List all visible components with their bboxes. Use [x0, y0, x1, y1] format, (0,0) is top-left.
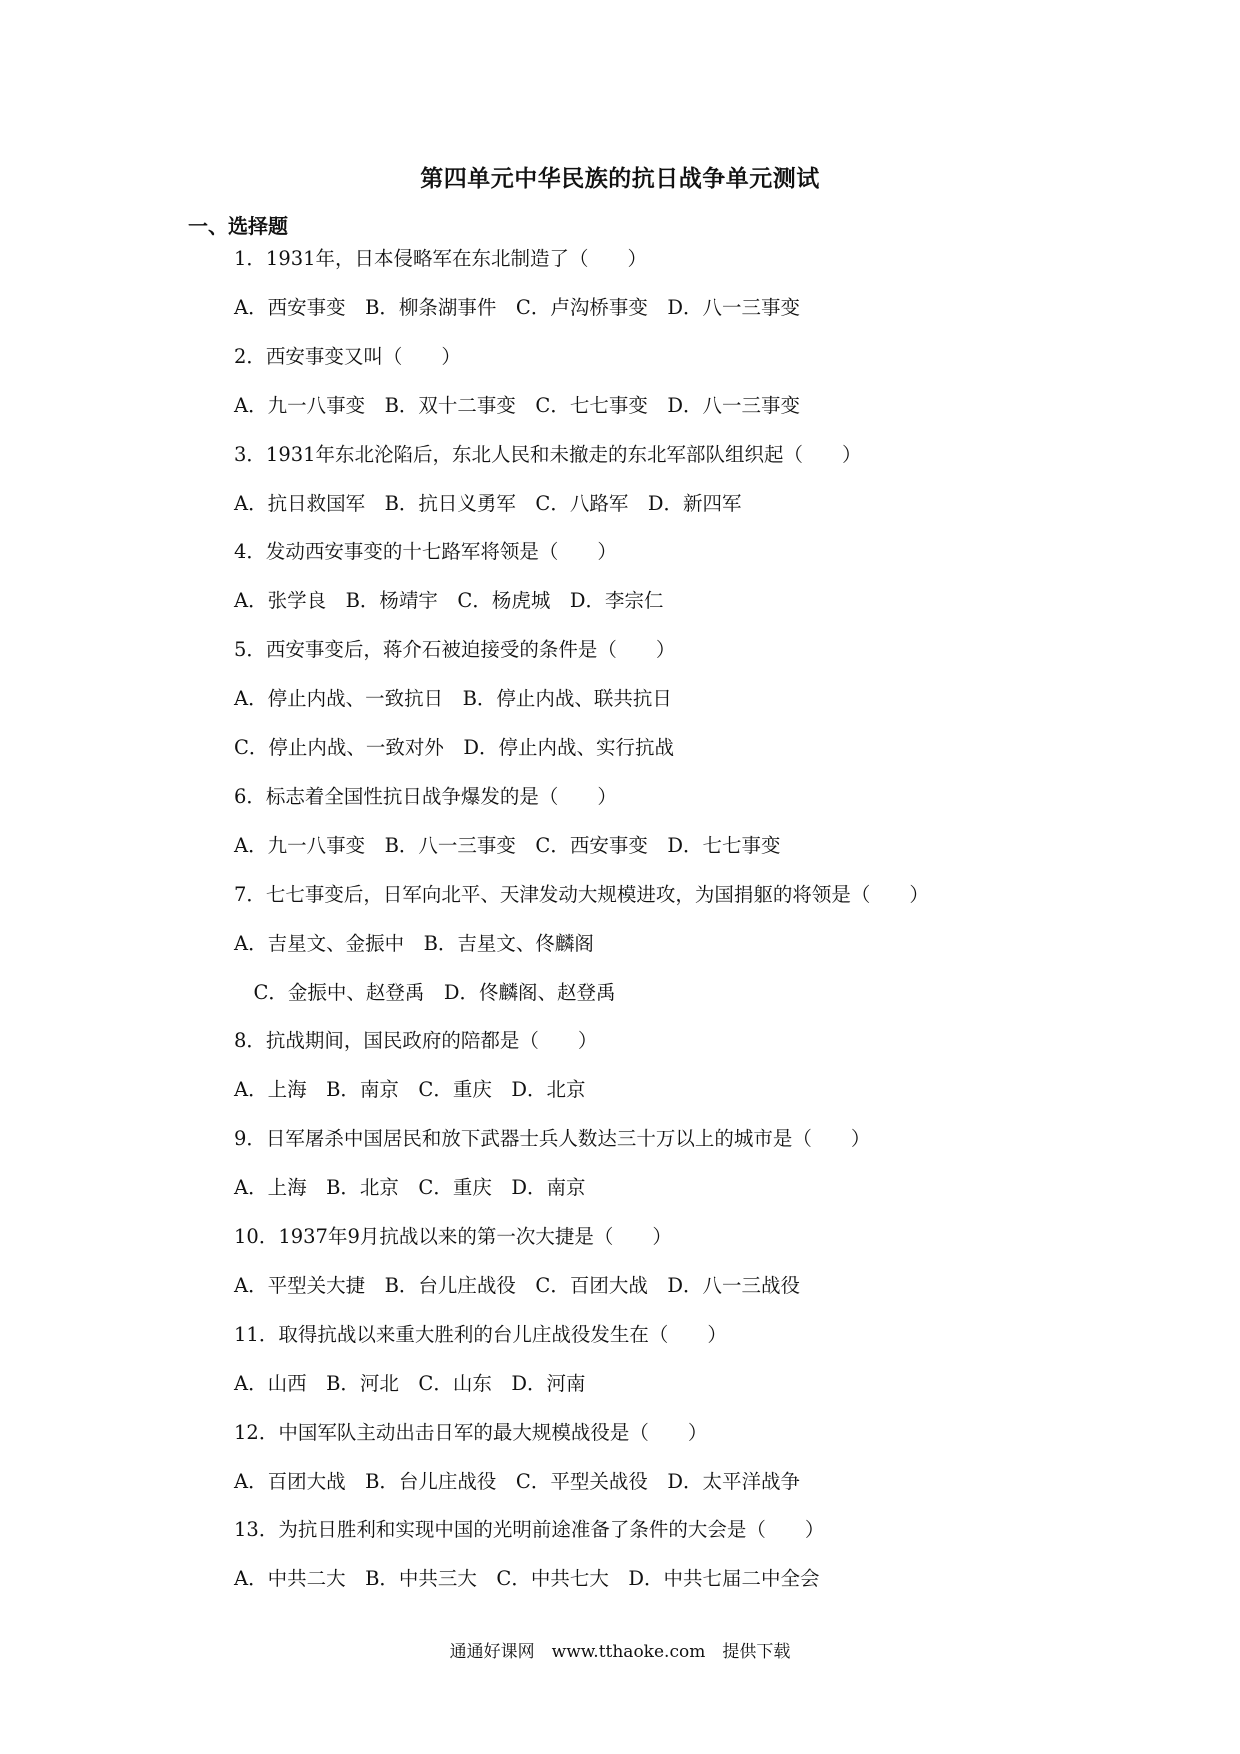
question-text: 3．1931年东北沦陷后，东北人民和未撤走的东北军部队组织起（ ）	[234, 442, 862, 466]
question-text: 13．为抗日胜利和实现中国的光明前途准备了条件的大会是（ ）	[234, 1518, 825, 1542]
question-text: 12．中国军队主动出击日军的最大规模战役是（ ）	[234, 1420, 708, 1444]
answer-options: A．九一八事变 B．八一三事变 C．西安事变 D．七七事变	[234, 833, 781, 857]
answer-options: A．上海 B．北京 C．重庆 D．南京	[234, 1176, 586, 1200]
page-title: 第四单元中华民族的抗日战争单元测试	[420, 166, 820, 192]
page-footer: 通通好课网 www.tthaoke.com 提供下载	[449, 1642, 791, 1662]
section-heading: 一、选择题	[188, 214, 288, 238]
question-text: 1．1931年，日本侵略军在东北制造了（ ）	[234, 247, 648, 270]
answer-options: A．中共二大 B．中共三大 C．中共七大 D．中共七届二中全会	[234, 1567, 820, 1591]
question-text: 9．日军屠杀中国居民和放下武器士兵人数达三十万以上的城市是（ ）	[234, 1127, 871, 1151]
answer-options: C．金振中、赵登禹 D．佟麟阁、赵登禹	[234, 980, 616, 1004]
answer-options: A．山西 B．河北 C．山东 D．河南	[234, 1371, 586, 1395]
answer-options: A．吉星文、金振中 B．吉星文、佟麟阁	[234, 931, 594, 955]
question-text: 2．西安事变又叫（ ）	[234, 344, 461, 368]
answer-options: A．上海 B．南京 C．重庆 D．北京	[234, 1078, 586, 1102]
answer-options: A．张学良 B．杨靖宇 C．杨虎城 D．李宗仁	[234, 589, 664, 613]
question-text: 10．1937年9月抗战以来的第一次大捷是（ ）	[234, 1225, 672, 1248]
answer-options: C．停止内战、一致对外 D．停止内战、实行抗战	[234, 736, 675, 759]
answer-options: A．西安事变 B．柳条湖事件 C．卢沟桥事变 D．八一三事变	[234, 295, 800, 319]
question-text: 8．抗战期间，国民政府的陪都是（ ）	[234, 1029, 598, 1053]
answer-options: A．九一八事变 B．双十二事变 C．七七事变 D．八一三事变	[234, 393, 800, 417]
question-text: 11．取得抗战以来重大胜利的台儿庄战役发生在（ ）	[234, 1322, 727, 1346]
question-text: 6．标志着全国性抗日战争爆发的是（ ）	[234, 784, 617, 808]
question-text: 7．七七事变后，日军向北平、天津发动大规模进攻，为国捐躯的将领是（ ）	[234, 882, 929, 906]
answer-options: A．平型关大捷 B．台儿庄战役 C．百团大战 D．八一三战役	[234, 1273, 800, 1297]
answer-options: A．百团大战 B．台儿庄战役 C．平型关战役 D．太平洋战争	[234, 1469, 800, 1493]
answer-options: A．抗日救国军 B．抗日义勇军 C．八路军 D．新四军	[234, 491, 742, 515]
answer-options: A．停止内战、一致抗日 B．停止内战、联共抗日	[234, 687, 672, 711]
question-text: 4．发动西安事变的十七路军将领是（ ）	[234, 540, 617, 564]
question-text: 5．西安事变后，蒋介石被迫接受的条件是（ ）	[234, 638, 676, 662]
